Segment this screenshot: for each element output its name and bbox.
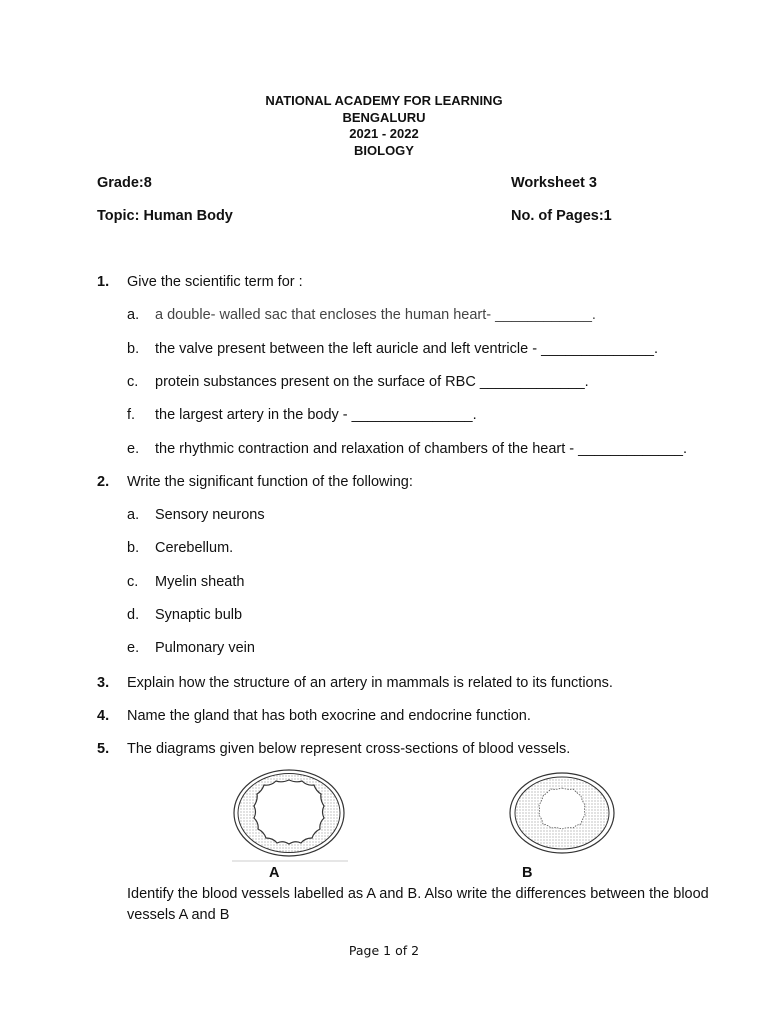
item-label: e. (127, 441, 140, 457)
grade-label: Grade:8 (97, 175, 152, 191)
item-label: b. (127, 540, 140, 556)
item-text: Synaptic bulb (155, 607, 243, 623)
question-text: Name the gland that has both exocrine and endocrine function. (127, 708, 531, 724)
item-label: a. (127, 507, 140, 523)
item-label: f. (127, 407, 136, 423)
item-text: the valve present between the left auricle and left ventricle - ______________. (155, 341, 659, 357)
item-text: Sensory neurons (155, 507, 265, 523)
item-label: e. (127, 640, 140, 656)
item-label: a. (127, 307, 140, 323)
artery-cross-section-diagram (228, 766, 352, 866)
question-number: 4. (97, 708, 110, 724)
academic-year: 2021 - 2022 (349, 126, 419, 141)
item-label: c. (127, 374, 139, 390)
school-city: BENGALURU (342, 109, 426, 125)
item-text: the rhythmic contraction and relaxation of chambers of the heart - _____________. (155, 441, 687, 457)
item-text: Cerebellum. (155, 540, 234, 556)
item-label: d. (127, 607, 140, 623)
subject-title: BIOLOGY (354, 142, 414, 158)
diagram-label-a: A (269, 865, 280, 881)
item-text: a double- walled sac that encloses the human heart- ____________. (155, 307, 596, 323)
pages-label: No. of Pages:1 (511, 208, 612, 224)
vein-cross-section-diagram (507, 770, 619, 856)
question-text: The diagrams given below represent cross-sections of blood vessels. (127, 741, 571, 757)
item-text: Myelin sheath (155, 574, 245, 590)
worksheet-label: Worksheet 3 (511, 175, 597, 191)
question-text: Write the significant function of the following: (127, 474, 413, 490)
question-text: Give the scientific term for : (127, 274, 303, 290)
item-label: b. (127, 341, 140, 357)
page-number: Page 1 of 2 (348, 943, 420, 958)
school-name: NATIONAL ACADEMY FOR LEARNING (265, 93, 503, 108)
question-text: Explain how the structure of an artery in mammals is related to its functions. (127, 675, 613, 691)
question-number: 2. (97, 474, 110, 490)
question-number: 1. (97, 274, 110, 290)
diagram-label-b: B (522, 865, 533, 881)
item-text: protein substances present on the surface of RBC _____________. (155, 374, 589, 390)
item-text: Pulmonary vein (155, 640, 255, 656)
item-label: c. (127, 574, 139, 590)
item-text: the largest artery in the body - _______________. (155, 407, 477, 423)
question-5-instruction: Identify the blood vessels labelled as A and B. Also write the differences between the blood vessels A and B (127, 886, 709, 923)
topic-label: Topic: Human Body (97, 208, 233, 224)
question-number: 3. (97, 675, 110, 691)
question-number: 5. (97, 741, 110, 757)
